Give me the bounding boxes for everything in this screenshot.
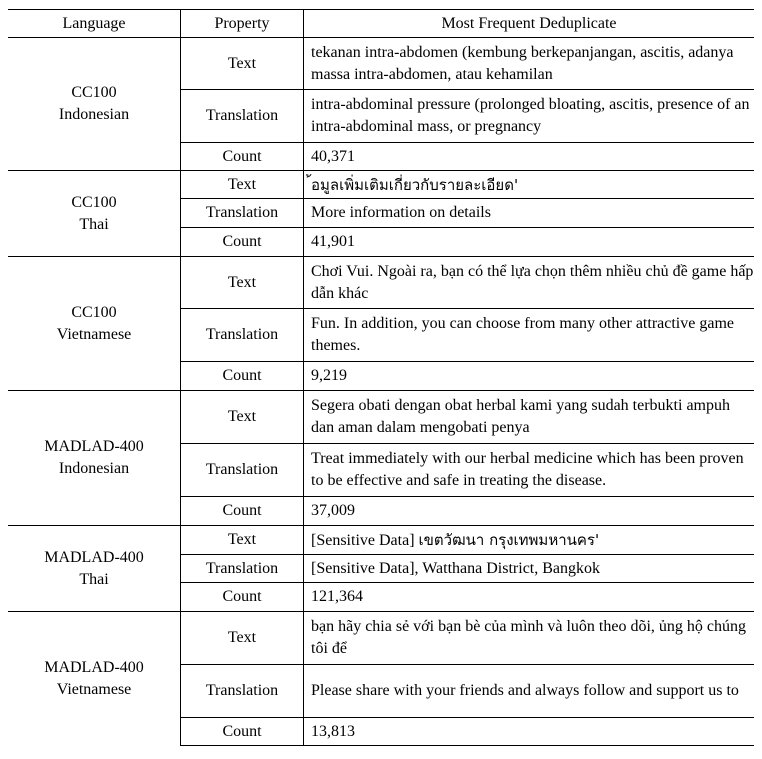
language-name: CC100	[71, 84, 117, 101]
language-variant: Thai	[79, 215, 109, 233]
table-row	[8, 612, 754, 665]
header-language: Language	[8, 10, 181, 38]
property-translation: Translation	[181, 199, 304, 228]
count-value: 9,219	[304, 362, 755, 391]
translation-value: Please share with your friends and always follow and support us to	[304, 665, 755, 718]
table-row	[8, 171, 754, 199]
property-text: Text	[181, 526, 304, 555]
language-cell	[8, 526, 181, 612]
property-count: Count	[181, 143, 304, 171]
language-cell	[8, 391, 181, 526]
text-value: ้อมูลเพิ่มเติมเกี่ยวกับรายละเอียด'	[304, 171, 755, 199]
property-translation: Translation	[181, 665, 304, 718]
table-row	[8, 38, 754, 90]
language-cell	[8, 257, 181, 391]
translation-value: [Sensitive Data], Watthana District, Bangkok	[304, 555, 755, 583]
property-translation: Translation	[181, 444, 304, 497]
translation-value: Fun. In addition, you can choose from many other attractive game themes.	[304, 309, 755, 362]
language-variant: Vietnamese	[56, 680, 132, 698]
text-value-prefix: [Sensitive Data]	[311, 531, 419, 549]
table-row	[8, 257, 754, 309]
translation-value: More information on details	[304, 199, 755, 228]
text-value: Chơi Vui. Ngoài ra, bạn có thể lựa chọn thêm nhiều chủ đề game hấp dẫn khác	[304, 257, 755, 309]
property-text: Text	[181, 612, 304, 665]
count-value: 37,009	[304, 497, 755, 526]
count-value: 40,371	[304, 143, 755, 171]
header-row	[8, 10, 754, 38]
property-text: Text	[181, 38, 304, 90]
text-value-thai: เขตวัฒนา กรุงเทพมหานคร'	[418, 530, 600, 549]
translation-value: Treat immediately with our herbal medicine which has been proven to be effective and safe in treating the disease.	[304, 444, 755, 497]
table-row	[8, 391, 754, 444]
property-translation: Translation	[181, 90, 304, 143]
text-value: Segera obati dengan obat herbal kami yang sudah terbukti ampuh dan aman dalam mengobati penya	[304, 391, 755, 444]
property-translation: Translation	[181, 555, 304, 583]
language-name: MADLAD-400	[44, 548, 144, 566]
language-variant: Thai	[79, 570, 109, 588]
language-cell	[8, 38, 181, 171]
language-cell	[8, 171, 181, 257]
language-cell	[8, 612, 181, 746]
language-name: CC100	[71, 193, 117, 211]
property-translation: Translation	[181, 309, 304, 362]
header-most-frequent: Most Frequent Deduplicate	[304, 10, 755, 38]
property-count: Count	[181, 497, 304, 526]
property-count: Count	[181, 583, 304, 612]
language-variant: Indonesian	[58, 106, 130, 123]
property-count: Count	[181, 718, 304, 746]
property-count: Count	[181, 362, 304, 391]
text-value: tekanan intra-abdomen (kembung berkepanjangan, ascitis, adanya massa intra-abdomen, atau kehamilan	[304, 38, 755, 90]
property-text: Text	[181, 391, 304, 444]
language-name: CC100	[71, 303, 117, 321]
text-value	[304, 526, 755, 555]
property-count: Count	[181, 228, 304, 257]
count-value: 41,901	[304, 228, 755, 257]
language-variant: Indonesian	[58, 460, 130, 477]
translation-value: intra-abdominal pressure (prolonged bloating, ascitis, presence of an intra-abdominal mass, or pregnancy	[304, 90, 755, 143]
language-name: MADLAD-400	[44, 438, 144, 455]
header-property: Property	[181, 10, 304, 38]
deduplicate-table	[8, 9, 754, 746]
table-row	[8, 526, 754, 555]
property-text: Text	[181, 171, 304, 199]
count-value: 13,813	[304, 718, 755, 746]
language-variant: Vietnamese	[56, 325, 132, 343]
language-name: MADLAD-400	[44, 658, 144, 676]
count-value: 121,364	[304, 583, 755, 612]
property-text: Text	[181, 257, 304, 309]
text-value: bạn hãy chia sẻ với bạn bè của mình và luôn theo dõi, ủng hộ chúng tôi để	[304, 612, 755, 665]
